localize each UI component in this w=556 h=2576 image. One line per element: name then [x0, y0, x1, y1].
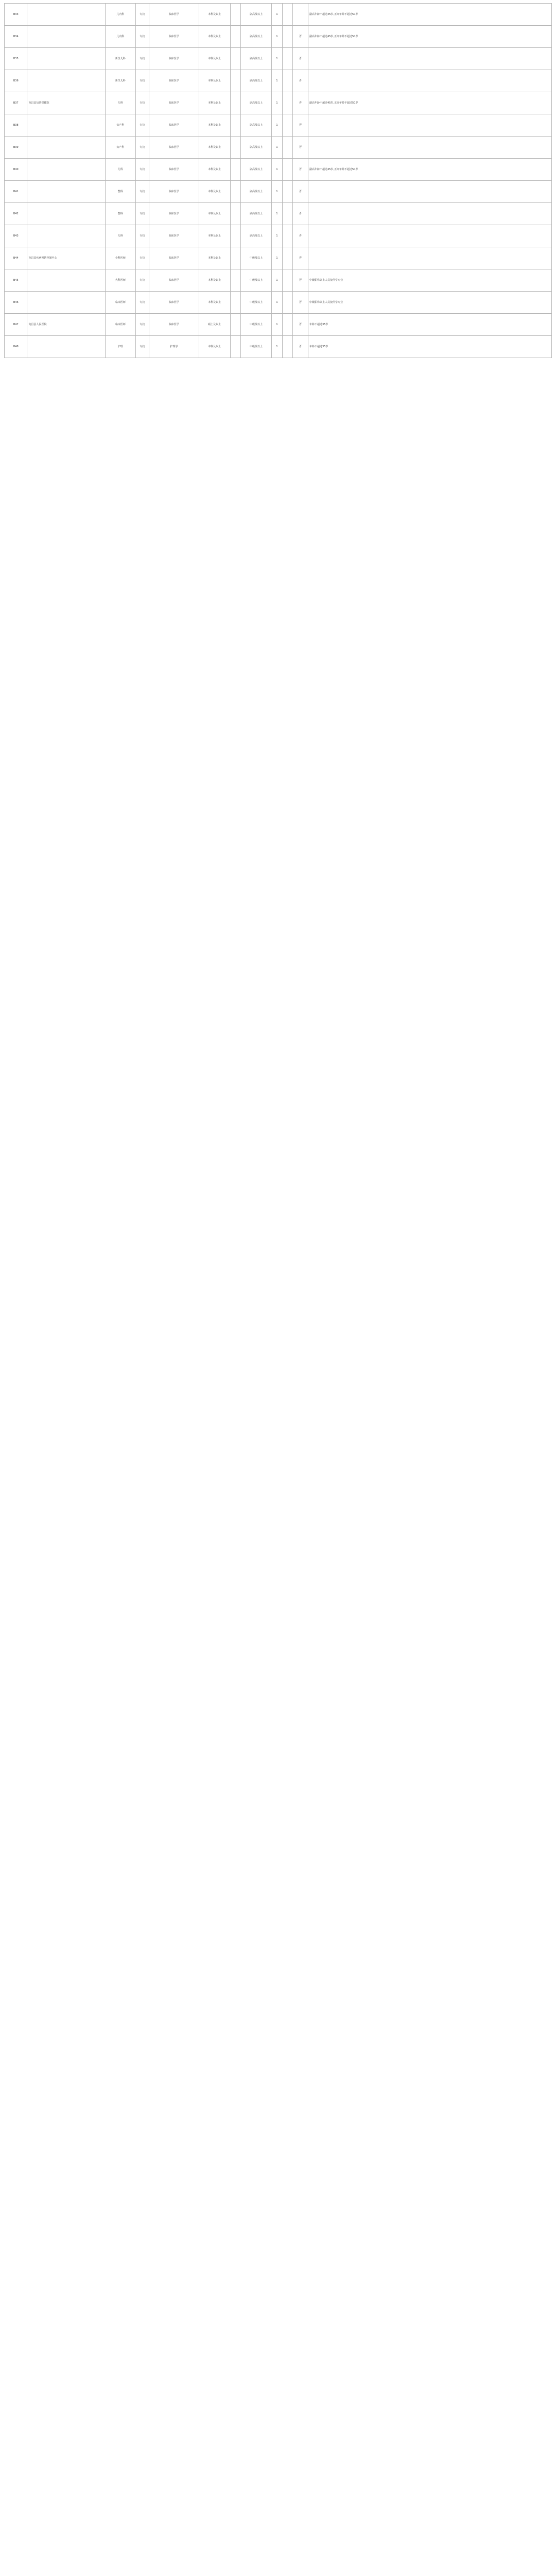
table-cell-title: 副高及以上 — [240, 159, 272, 181]
table-cell-unit — [27, 181, 106, 203]
table-cell-num: 1 — [272, 137, 282, 159]
table-cell-degree — [230, 203, 240, 225]
table-cell-major: 临床医学 — [149, 137, 199, 159]
table-cell-num: 1 — [272, 181, 282, 203]
table-cell-degree — [230, 70, 240, 92]
table-cell-remark: 副高年龄不超过45岁,正高年龄不超过50岁 — [308, 92, 552, 114]
table-cell-major: 临床医学 — [149, 48, 199, 70]
table-cell-note: 否 — [292, 70, 308, 92]
table-cell-num: 1 — [272, 26, 282, 48]
table-cell-title: 副高及以上 — [240, 225, 272, 247]
table-cell-num: 1 — [272, 4, 282, 26]
table-cell-title: 副高及以上 — [240, 114, 272, 137]
table-cell-degree — [230, 114, 240, 137]
table-cell-unit — [27, 225, 106, 247]
table-cell-degree — [230, 336, 240, 358]
table-cell-no: B39 — [5, 137, 27, 159]
table-cell-age — [282, 314, 292, 336]
table-cell-title: 中级及以上 — [240, 247, 272, 269]
table-cell-degree — [230, 48, 240, 70]
table-cell-major: 临床医学 — [149, 314, 199, 336]
table-cell-title: 副高及以上 — [240, 4, 272, 26]
table-cell-note — [292, 4, 308, 26]
table-cell-age — [282, 181, 292, 203]
table-cell-cat: 专技 — [135, 70, 149, 92]
table-cell-edu: 本科及以上 — [199, 26, 230, 48]
table-row — [5, 225, 552, 247]
table-cell-post: 临床医师 — [106, 292, 136, 314]
table-cell-age — [282, 203, 292, 225]
table-cell-note: 否 — [292, 92, 308, 114]
table-cell-cat: 专技 — [135, 336, 149, 358]
table-cell-edu: 本科及以上 — [199, 269, 230, 292]
table-cell-num: 1 — [272, 92, 282, 114]
table-cell-remark: 中级职称以上人员按所学专业 — [308, 292, 552, 314]
table-row — [5, 314, 552, 336]
table-cell-remark — [308, 48, 552, 70]
table-row — [5, 269, 552, 292]
table-cell-no: B43 — [5, 225, 27, 247]
table-cell-major: 临床医学 — [149, 247, 199, 269]
table-cell-cat: 专技 — [135, 292, 149, 314]
table-cell-edu: 本科及以上 — [199, 137, 230, 159]
table-cell-edu: 本科及以上 — [199, 336, 230, 358]
table-cell-num: 1 — [272, 292, 282, 314]
table-row — [5, 92, 552, 114]
table-cell-age — [282, 336, 292, 358]
table-cell-cat: 专技 — [135, 48, 149, 70]
table-cell-major: 临床医学 — [149, 292, 199, 314]
table-cell-degree — [230, 225, 240, 247]
table-cell-post: 新生儿科 — [106, 48, 136, 70]
table-cell-post: 整科 — [106, 181, 136, 203]
table-cell-unit — [27, 48, 106, 70]
table-cell-cat: 专技 — [135, 314, 149, 336]
table-cell-title: 副高及以上 — [240, 26, 272, 48]
table-cell-note: 否 — [292, 314, 308, 336]
table-cell-title: 副高及以上 — [240, 70, 272, 92]
table-cell-no: B42 — [5, 203, 27, 225]
table-cell-cat: 专技 — [135, 26, 149, 48]
table-cell-major: 临床医学 — [149, 114, 199, 137]
table-cell-num: 1 — [272, 48, 282, 70]
table-cell-no: B41 — [5, 181, 27, 203]
table-cell-degree — [230, 159, 240, 181]
table-row — [5, 137, 552, 159]
table-cell-post: 全科医师 — [106, 247, 136, 269]
table-cell-post: 儿内科 — [106, 4, 136, 26]
table-row — [5, 26, 552, 48]
table-cell-note: 否 — [292, 114, 308, 137]
table-cell-num: 1 — [272, 203, 282, 225]
table-cell-major: 临床医学 — [149, 181, 199, 203]
table-cell-edu: 本科及以上 — [199, 292, 230, 314]
table-cell-remark — [308, 225, 552, 247]
table-cell-unit — [27, 336, 106, 358]
table-cell-post: 整科 — [106, 203, 136, 225]
table-cell-cat: 专技 — [135, 181, 149, 203]
table-cell-major: 临床医学 — [149, 269, 199, 292]
table-cell-no: B47 — [5, 314, 27, 336]
table-cell-remark — [308, 181, 552, 203]
table-cell-edu: 本科及以上 — [199, 70, 230, 92]
table-cell-remark: 中级职称以上人员按所学专业 — [308, 269, 552, 292]
table-cell-unit — [27, 203, 106, 225]
table-cell-cat: 专技 — [135, 159, 149, 181]
table-cell-num: 1 — [272, 247, 282, 269]
table-cell-degree — [230, 26, 240, 48]
table-cell-edu: 本科及以上 — [199, 92, 230, 114]
table-cell-num: 1 — [272, 225, 282, 247]
table-cell-no: B48 — [5, 336, 27, 358]
table-cell-degree — [230, 314, 240, 336]
table-cell-cat: 专技 — [135, 247, 149, 269]
table-row — [5, 114, 552, 137]
table-cell-note: 否 — [292, 48, 308, 70]
table-cell-title: 副高及以上 — [240, 48, 272, 70]
table-cell-age — [282, 26, 292, 48]
table-cell-degree — [230, 92, 240, 114]
table-cell-age — [282, 247, 292, 269]
table-cell-unit: 屯昌县疾病预防控制中心 — [27, 247, 106, 269]
table-cell-edu: 硕士及以上 — [199, 314, 230, 336]
table-cell-title: 副高及以上 — [240, 203, 272, 225]
table-cell-edu: 本科及以上 — [199, 159, 230, 181]
table-row — [5, 336, 552, 358]
table-cell-edu: 本科及以上 — [199, 247, 230, 269]
table-cell-unit — [27, 159, 106, 181]
table-cell-no: B40 — [5, 159, 27, 181]
table-cell-no: B44 — [5, 247, 27, 269]
table-cell-remark: 副高年龄不超过45岁,正高年龄不超过50岁 — [308, 159, 552, 181]
table-cell-unit — [27, 114, 106, 137]
table-cell-num: 1 — [272, 70, 282, 92]
table-cell-no: B45 — [5, 269, 27, 292]
table-cell-num: 1 — [272, 314, 282, 336]
table-cell-degree — [230, 181, 240, 203]
table-cell-major: 护理学 — [149, 336, 199, 358]
table-row — [5, 181, 552, 203]
table-cell-edu: 本科及以上 — [199, 181, 230, 203]
table-cell-post: 儿科 — [106, 159, 136, 181]
table-cell-unit — [27, 269, 106, 292]
table-cell-remark: 年龄不超过35岁 — [308, 314, 552, 336]
table-cell-num: 1 — [272, 269, 282, 292]
table-cell-remark — [308, 70, 552, 92]
table-cell-major: 临床医学 — [149, 4, 199, 26]
table-cell-num: 1 — [272, 336, 282, 358]
table-cell-post: 新生儿科 — [106, 70, 136, 92]
table-cell-degree — [230, 292, 240, 314]
table-cell-note: 否 — [292, 159, 308, 181]
table-cell-remark: 副高年龄不超过45岁,正高年龄不超过50岁 — [308, 4, 552, 26]
table-cell-no: B33 — [5, 4, 27, 26]
table-row — [5, 247, 552, 269]
table-cell-age — [282, 137, 292, 159]
table-cell-unit — [27, 137, 106, 159]
table-cell-cat: 专技 — [135, 269, 149, 292]
table-cell-age — [282, 70, 292, 92]
table-row — [5, 292, 552, 314]
table-cell-post: 妇产科 — [106, 137, 136, 159]
table-cell-unit — [27, 70, 106, 92]
table-cell-post: 儿内科 — [106, 26, 136, 48]
table-cell-cat: 专技 — [135, 137, 149, 159]
table-cell-age — [282, 4, 292, 26]
table-cell-major: 临床医学 — [149, 26, 199, 48]
table-cell-degree — [230, 137, 240, 159]
table-cell-note: 否 — [292, 203, 308, 225]
table-cell-title: 副高及以上 — [240, 181, 272, 203]
table-cell-age — [282, 92, 292, 114]
table-cell-remark — [308, 137, 552, 159]
table-cell-no: B35 — [5, 48, 27, 70]
table-cell-title: 中级及以上 — [240, 269, 272, 292]
table-cell-age — [282, 269, 292, 292]
table-cell-cat: 专技 — [135, 92, 149, 114]
table-cell-age — [282, 114, 292, 137]
table-cell-unit: 屯昌县人民医院 — [27, 314, 106, 336]
table-row — [5, 159, 552, 181]
table-cell-age — [282, 292, 292, 314]
table-cell-unit: 屯昌县妇幼保健院 — [27, 92, 106, 114]
table-cell-note: 否 — [292, 292, 308, 314]
table-cell-post: 儿科 — [106, 92, 136, 114]
table-cell-post: 临床医师 — [106, 314, 136, 336]
table-cell-remark — [308, 114, 552, 137]
table-cell-major: 临床医学 — [149, 225, 199, 247]
recruitment-table — [4, 3, 552, 358]
table-cell-edu: 本科及以上 — [199, 203, 230, 225]
table-cell-title: 中级及以上 — [240, 336, 272, 358]
table-cell-cat: 专技 — [135, 203, 149, 225]
table-cell-note: 否 — [292, 137, 308, 159]
table-cell-degree — [230, 4, 240, 26]
table-cell-remark: 副高年龄不超过45岁,正高年龄不超过50岁 — [308, 26, 552, 48]
table-cell-title: 副高及以上 — [240, 137, 272, 159]
table-cell-no: B37 — [5, 92, 27, 114]
table-cell-edu: 本科及以上 — [199, 114, 230, 137]
table-cell-age — [282, 225, 292, 247]
table-cell-note: 否 — [292, 225, 308, 247]
table-cell-major: 临床医学 — [149, 70, 199, 92]
table-cell-remark: 年龄不超过35岁 — [308, 336, 552, 358]
table-cell-major: 临床医学 — [149, 203, 199, 225]
table-cell-unit — [27, 292, 106, 314]
table-cell-major: 临床医学 — [149, 159, 199, 181]
table-cell-unit — [27, 26, 106, 48]
table-cell-post: 妇产科 — [106, 114, 136, 137]
table-cell-remark — [308, 203, 552, 225]
table-cell-no: B38 — [5, 114, 27, 137]
table-row — [5, 4, 552, 26]
table-cell-major: 临床医学 — [149, 92, 199, 114]
table-cell-cat: 专技 — [135, 114, 149, 137]
table-cell-age — [282, 159, 292, 181]
table-cell-degree — [230, 247, 240, 269]
table-cell-note: 否 — [292, 181, 308, 203]
table-cell-cat: 专技 — [135, 4, 149, 26]
table-cell-no: B36 — [5, 70, 27, 92]
table-row — [5, 70, 552, 92]
table-cell-unit — [27, 4, 106, 26]
table-cell-title: 中级及以上 — [240, 314, 272, 336]
table-cell-title: 副高及以上 — [240, 92, 272, 114]
table-cell-note: 否 — [292, 247, 308, 269]
table-cell-note: 否 — [292, 269, 308, 292]
table-cell-edu: 本科及以上 — [199, 4, 230, 26]
table-cell-degree — [230, 269, 240, 292]
table-cell-no: B34 — [5, 26, 27, 48]
table-cell-post: 大科医师 — [106, 269, 136, 292]
table-cell-post: 护理 — [106, 336, 136, 358]
table-row — [5, 203, 552, 225]
table-cell-num: 1 — [272, 159, 282, 181]
table-cell-cat: 专技 — [135, 225, 149, 247]
table-cell-edu: 本科及以上 — [199, 225, 230, 247]
table-cell-num: 1 — [272, 114, 282, 137]
table-cell-edu: 本科及以上 — [199, 48, 230, 70]
table-cell-title: 中级及以上 — [240, 292, 272, 314]
table-cell-note: 否 — [292, 336, 308, 358]
table-row — [5, 48, 552, 70]
table-cell-remark — [308, 247, 552, 269]
table-cell-post: 儿科 — [106, 225, 136, 247]
table-cell-age — [282, 48, 292, 70]
table-cell-no: B46 — [5, 292, 27, 314]
table-cell-note: 否 — [292, 26, 308, 48]
